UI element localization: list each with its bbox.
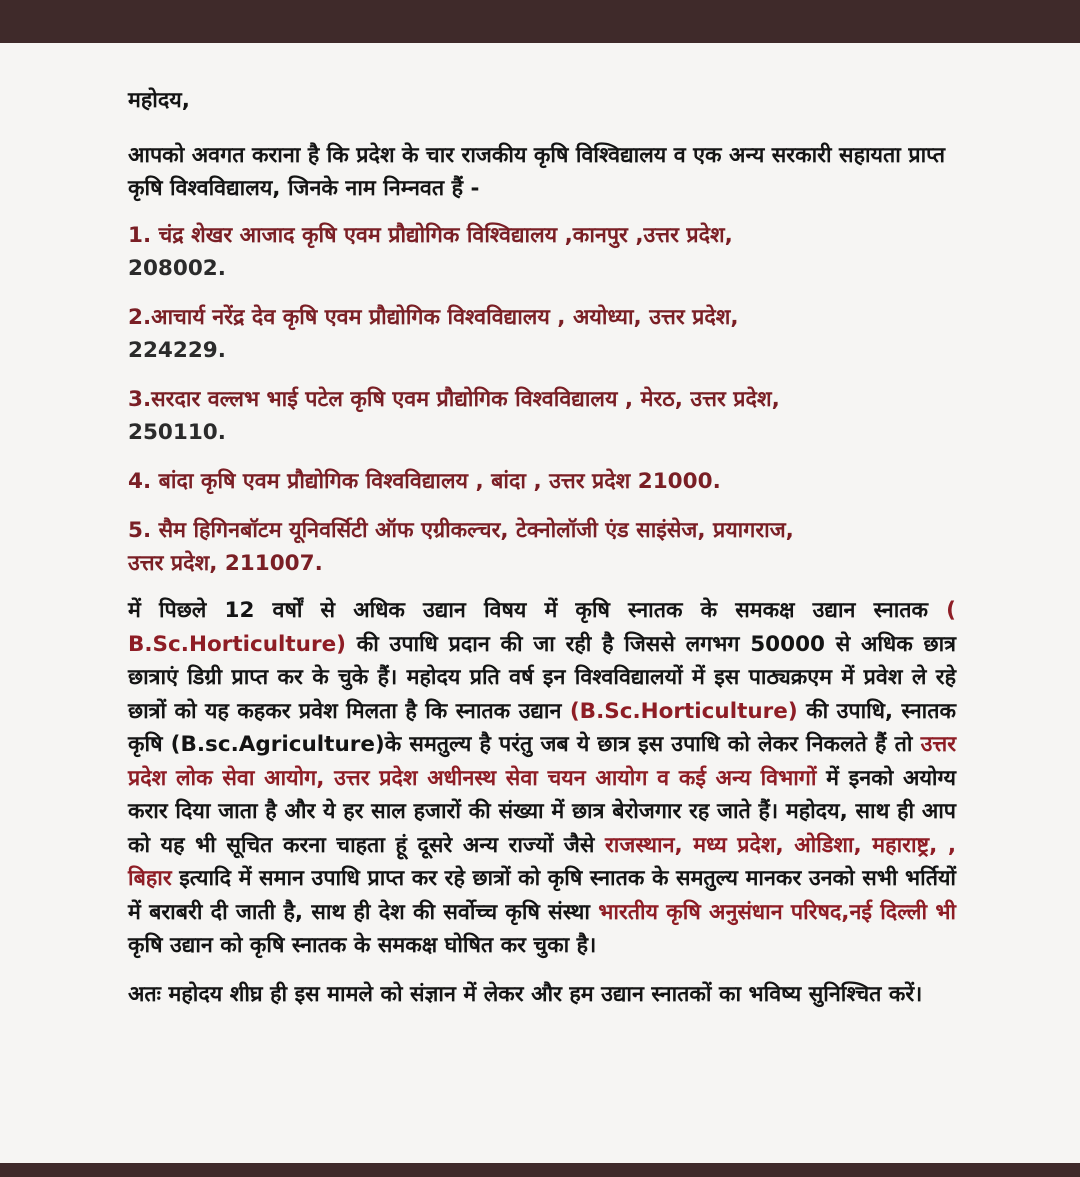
university-item-5 (128, 514, 956, 580)
body-text: इत्यादि में समान उपाधि प्राप्त कर रहे छात्रों को कृषि स्नातक के समतुल्य मानकर उनको सभी भर्तियों में बराबरी दी जाती है, साथ ही देश की सर्वोच्च कृषि संस्था (128, 866, 956, 925)
body-text: की उपाधि प्रदान की जा रही है जिससे लगभग 50000 से अधिक छात्र छात्राएं डिग्री प्राप्त कर के चुके हैं। महोदय प्रति वर्ष इन विश्वविद्यालयों में इस पाठ्यक्रएम में प्रवेश ले रहे छात्रों को यह कहकर प्रवेश मिलता है कि स्नातक उद्यान (128, 631, 956, 724)
body-paragraph (128, 594, 956, 963)
university-item-2 (128, 301, 956, 367)
university-item-1 (128, 219, 956, 285)
highlight-degree: ( B.Sc.Horticulture) (128, 598, 956, 657)
letter-document (128, 84, 956, 1011)
university-pincode: 208002. (128, 256, 226, 281)
top-bar (0, 0, 1080, 43)
salutation: महोदय, (128, 88, 190, 113)
highlight-states: राजस्थान, मध्य प्रदेश, ओडिशा, महाराष्ट्र, , बिहार (128, 832, 956, 891)
highlight-degree: (B.Sc.Horticulture) (569, 698, 798, 724)
closing-paragraph: अतः महोदय शीघ्र ही इस मामले को संज्ञान में लेकर और हम उद्यान स्नातकों का भविष्य सुनिश्चित करें। (128, 981, 923, 1007)
university-pincode: 250110. (128, 420, 226, 445)
university-location: उत्तर प्रदेश, 211007. (128, 551, 323, 576)
body-text: में इनको अयोग्य करार दिया जाता है और ये हर साल हजारों की संख्या में छात्र बेरोजगार रह जाते हैं। महोदय, साथ ही आप को यह भी सूचित करना चाहता हूं दूसरे अन्य राज्यों जैसे (128, 765, 956, 858)
body-text: की उपाधि, स्नातक कृषि (B.sc.Agriculture)के समतुल्य है परंतु जब ये छात्र इस उपाधि को लेकर निकलते हैं तो (128, 698, 956, 757)
university-name: 5. सैम हिगिनबॉटम यूनिवर्सिटी ऑफ एग्रीकल्चर, टेक्नोलॉजी एंड साइंसेज, प्रयागराज, (128, 518, 794, 543)
university-name: 1. चंद्र शेखर आजाद कृषि एवम प्रौद्योगिक विश्विद्यालय ,कानपुर ,उत्तर प्रदेश, (128, 223, 733, 248)
university-name: 4. बांदा कृषि एवम प्रौद्योगिक विश्वविद्यालय , बांदा , उत्तर प्रदेश 21000. (128, 469, 721, 494)
university-item-3 (128, 383, 956, 449)
highlight-commissions: उत्तर प्रदेश लोक सेवा आयोग, उत्तर प्रदेश अधीनस्थ सेवा चयन आयोग व कई अन्य विभागों (128, 732, 956, 791)
body-text: में पिछले 12 वर्षों से अधिक उद्यान विषय में कृषि स्नातक के समकक्ष उद्यान स्नातक (128, 598, 947, 623)
body-text: कृषि उद्यान को कृषि स्नातक के समकक्ष घोषित कर चुका है। (128, 933, 597, 958)
highlight-icar: भारतीय कृषि अनुसंधान परिषद,नई दिल्ली भी (598, 899, 956, 925)
bottom-bar (0, 1163, 1080, 1177)
university-name: 3.सरदार वल्लभ भाई पटेल कृषि एवम प्रौद्योगिक विश्वविद्यालय , मेरठ, उत्तर प्रदेश, (128, 387, 780, 412)
university-item-4 (128, 465, 956, 498)
university-name: 2.आचार्य नरेंद्र देव कृषि एवम प्रौद्योगिक विश्वविद्यालय , अयोध्या, उत्तर प्रदेश, (128, 305, 739, 330)
intro-paragraph: आपको अवगत कराना है कि प्रदेश के चार राजकीय कृषि विश्विद्यालय व एक अन्य सरकारी सहायता प्राप्त कृषि विश्वविद्यालय, जिनके नाम निम्नवत हैं - (128, 143, 946, 201)
university-pincode: 224229. (128, 338, 226, 363)
